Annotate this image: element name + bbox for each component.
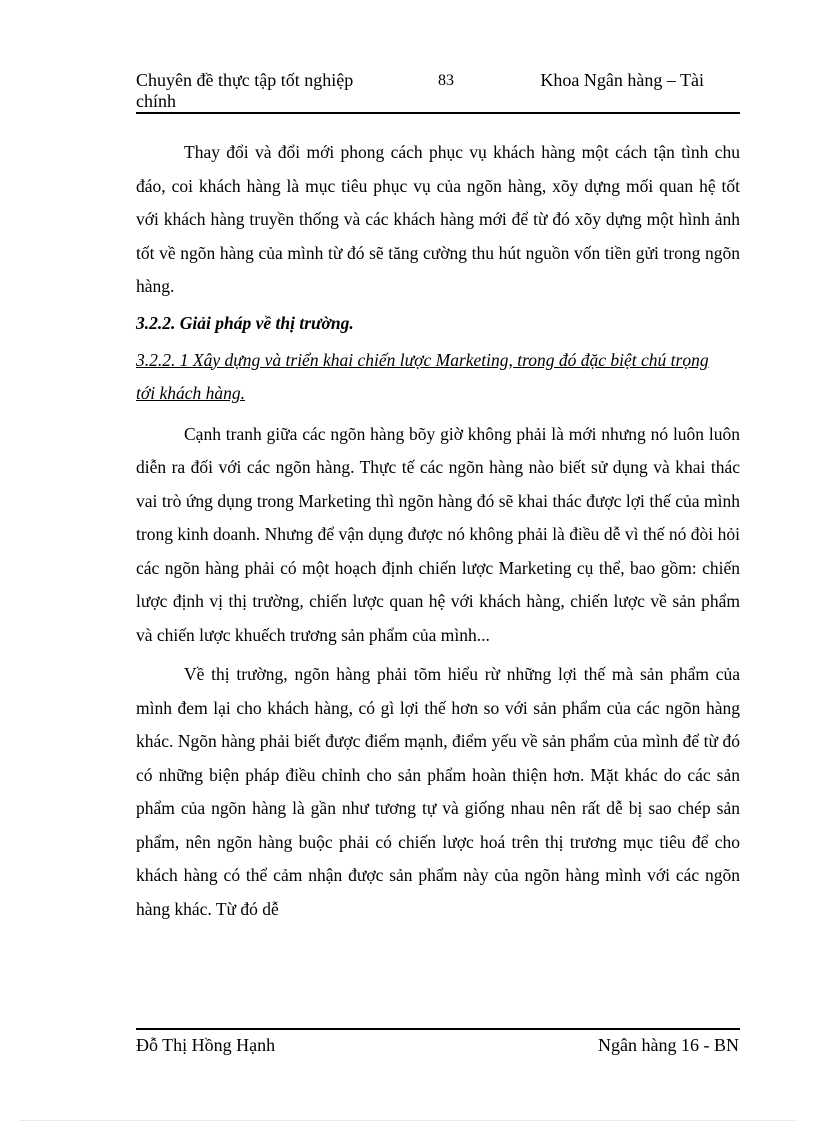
page-body [136,136,740,926]
paragraph-market-advantages: Về thị trường, ngõn hàng phải tõm hiểu rừ những lợi thế mà sản phẩm của mình đem lại cho khách hàng, có gì lợi thế hơn so với sản phẩm của các ngõn hàng khác. Ngõn hàng phải biết được điểm mạnh, điểm yếu về sản phẩm của mình để từ đó có những biện pháp điều chỉnh cho sản phẩm hoàn thiện hơn. Mặt khác do các sản phẩm của ngõn hàng là gần như tương tự và giống nhau nên rất dễ bị sao chép sản phẩm, nên ngõn hàng buộc phải có chiến lược hoá trên thị trương mục tiêu để cho khách hàng có thể cảm nhận được sản phẩm này của ngõn hàng mình với các ngõn hàng khác. Từ đó dễ [136,664,740,919]
page-edge-dotted-line [20,1120,796,1121]
section-heading: 3.2.2. Giải pháp về thị trường. [136,312,354,333]
header-faculty: Khoa Ngân hàng – Tài [540,70,704,90]
subsection-heading: 3.2.2. 1 Xây dựng và triển khai chiến lược Marketing, trong đó đặc biệt chú trọng tới khách hàng. [136,349,709,403]
footer-divider [136,1028,740,1030]
page-header [136,70,740,114]
page-number: 83 [438,72,454,89]
header-thesis-title: Chuyên đề thực tập tốt nghiệp chính [136,70,354,111]
paragraph-customer-service: Thay đổi và đổi mới phong cách phục vụ khách hàng một cách tận tình chu đáo, coi khách hàng là mục tiêu phục vụ của ngõn hàng, xõy dựng mối quan hệ tốt với khách hàng truyền thống và các khách hàng mới để từ đó xõy dựng một hình ảnh tốt về ngõn hàng của mình từ đó sẽ tăng cường thu hút nguồn vốn tiền gửi trong ngõn hàng. [136,142,740,296]
header-divider [136,112,740,114]
footer-author: Đỗ Thị Hồng Hạnh [136,1035,276,1055]
footer-class-code: Ngân hàng 16 - BN [598,1035,739,1055]
paragraph-marketing-competition: Cạnh tranh giữa các ngõn hàng bõy giờ không phải là mới nhưng nó luôn luôn diễn ra đối với các ngõn hàng. Thực tế các ngõn hàng nào biết sử dụng và khai thác vai trò ứng dụng trong Marketing thì ngõn hàng đó sẽ khai thác được lợi thế của mình trong kinh doanh. Nhưng để vận dụng được nó không phải là điều dễ vì thế nó đòi hỏi các ngõn hàng phải có một hoạch định chiến lược Marketing cụ thể, bao gồm: chiến lược định vị thị trường, chiến lược quan hệ với khách hàng, chiến lược về sản phẩm và chiến lược khuếch trương sản phẩm của mình... [136,423,740,645]
